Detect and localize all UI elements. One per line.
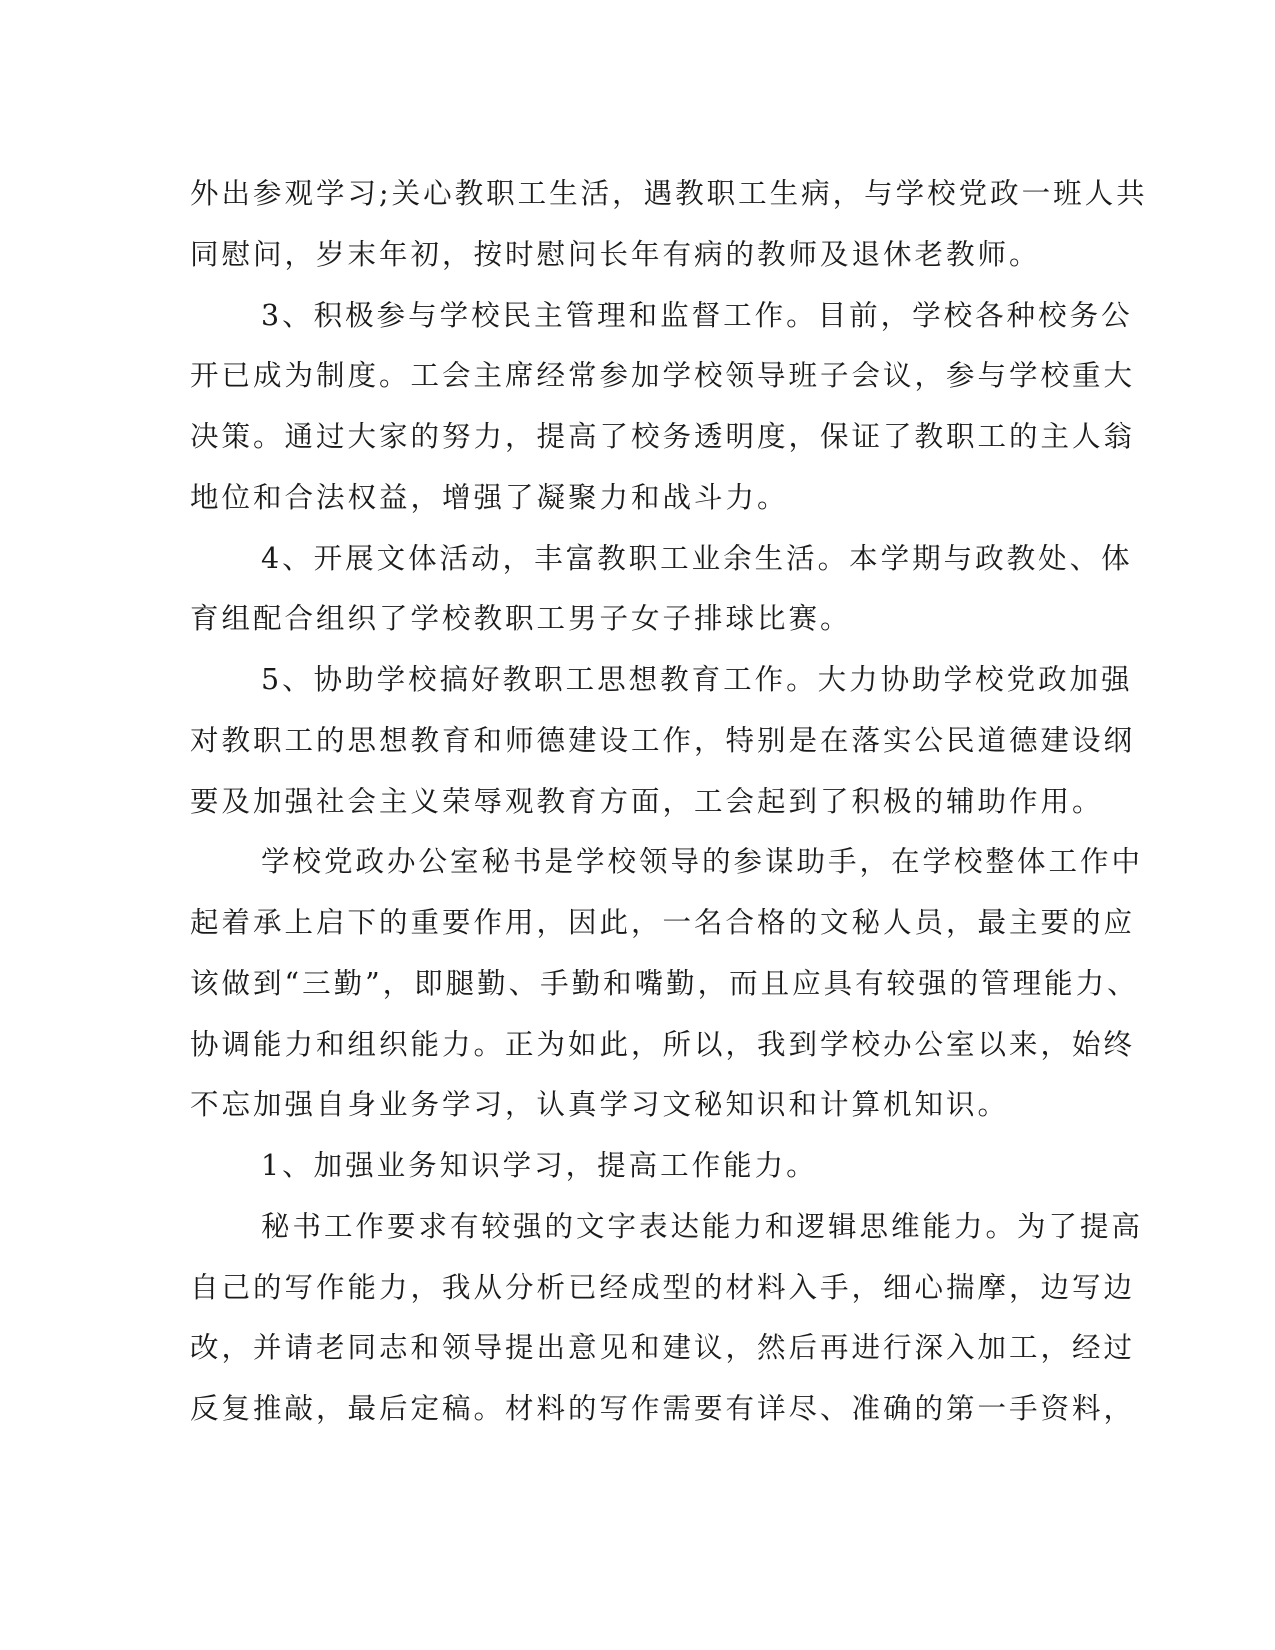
text-line: 要及加强社会主义荣辱观教育方面，工会起到了积极的辅助作用。 bbox=[190, 784, 1104, 818]
text-line: 秘书工作要求有较强的文字表达能力和逻辑思维能力。为了提高 bbox=[261, 1209, 1144, 1243]
text-line: 3、积极参与学校民主管理和监督工作。目前，学校各种校务公 bbox=[261, 298, 1133, 332]
text-line: 5、协助学校搞好教职工思想教育工作。大力协助学校党政加强 bbox=[261, 663, 1133, 696]
text-line: 该做到“三勤”，即腿勤、手勤和嘴勤，而且应具有较强的管理能力、 bbox=[190, 966, 1139, 1000]
text-line: 反复推敲，最后定稿。材料的写作需要有详尽、准确的第一手资料， bbox=[190, 1392, 1136, 1425]
text-line: 育组配合组织了学校教职工男子女子排球比赛。 bbox=[190, 602, 852, 636]
text-line: 4、开展文体活动，丰富教职工业余生活。本学期与政教处、体 bbox=[261, 541, 1133, 575]
text-line: 自己的写作能力，我从分析已经成型的材料入手，细心揣摩，边写边 bbox=[190, 1270, 1136, 1304]
text-line: 外出参观学习;关心教职工生活，遇教职工生病，与学校党政一班人共 bbox=[190, 177, 1148, 210]
text-line: 1、加强业务知识学习，提高工作能力。 bbox=[261, 1149, 818, 1182]
document-body bbox=[190, 164, 1148, 1440]
text-line: 起着承上启下的重要作用，因此，一名合格的文秘人员，最主要的应 bbox=[190, 906, 1136, 939]
text-line: 学校党政办公室秘书是学校领导的参谋助手，在学校整体工作中 bbox=[261, 845, 1144, 879]
text-line: 地位和合法权益，增强了凝聚力和战斗力。 bbox=[190, 480, 789, 514]
text-line: 对教职工的思想教育和师德建设工作，特别是在落实公民道德建设纲 bbox=[190, 723, 1136, 757]
text-line: 改，并请老同志和领导提出意见和建议，然后再进行深入加工，经过 bbox=[190, 1331, 1136, 1365]
text-line: 决策。通过大家的努力，提高了校务透明度，保证了教职工的主人翁 bbox=[190, 420, 1136, 453]
text-line: 同慰问，岁末年初，按时慰问长年有病的教师及退休老教师。 bbox=[190, 237, 1041, 271]
text-line: 协调能力和组织能力。正为如此，所以，我到学校办公室以来，始终 bbox=[190, 1027, 1136, 1061]
text-line: 开已成为制度。工会主席经常参加学校领导班子会议，参与学校重大 bbox=[190, 359, 1136, 393]
text-line: 不忘加强自身业务学习，认真学习文秘知识和计算机知识。 bbox=[190, 1088, 1010, 1122]
